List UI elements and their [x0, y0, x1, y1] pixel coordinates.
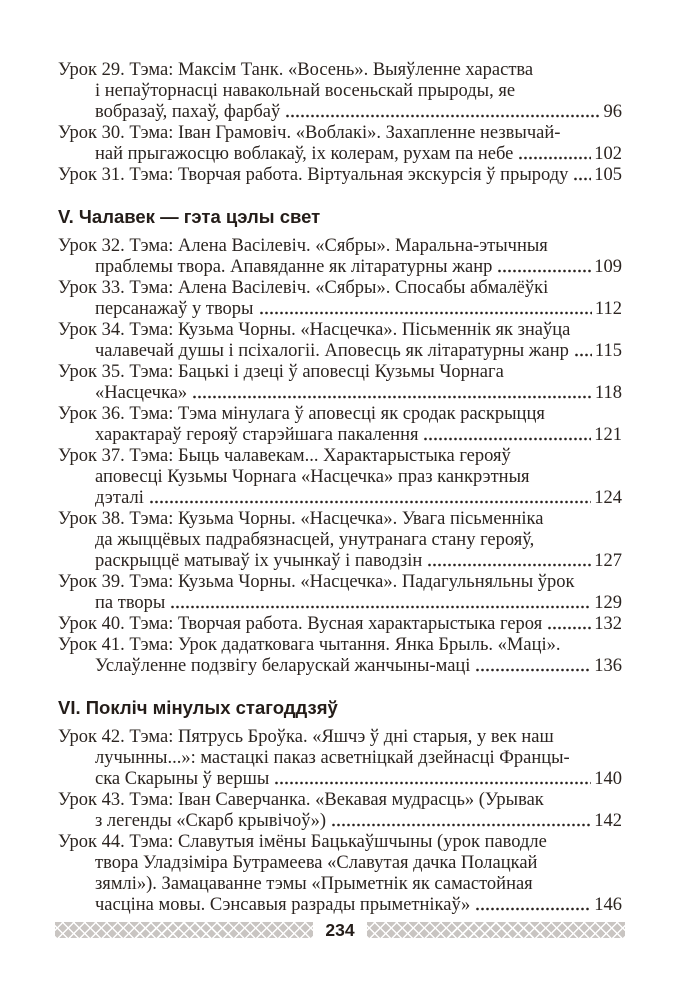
dot-leader — [574, 351, 592, 359]
toc-entry-text: вобразаў, пахаў, фарбаў — [95, 102, 281, 122]
toc-entry-line: Урок 43. Тэма: Іван Саверчанка. «Векавая мудрасць» (Урывак — [58, 790, 544, 810]
dot-leader — [573, 175, 591, 183]
dot-leader — [170, 603, 591, 611]
toc-entry-line: аповесці Кузьмы Чорнага «Насцечка» праз канкрэтныя — [95, 467, 530, 487]
dot-leader — [259, 309, 592, 317]
toc-entry-line: Урок 39. Тэма: Кузьма Чорны. «Насцечка». Падагульняльны ўрок — [58, 572, 575, 592]
band-pattern-left — [55, 922, 313, 938]
dot-leader — [497, 267, 591, 275]
toc-entry-last-line — [58, 895, 622, 916]
toc-entry-last-line — [58, 144, 622, 165]
toc-entry — [58, 727, 622, 790]
toc-entry-text: па творы — [95, 593, 166, 613]
toc-entry-text: Урок 31. Тэма: Творчая работа. Віртуальная экскурсія ў прыроду — [58, 165, 569, 185]
toc-entry-line: Урок 30. Тэма: Іван Грамовіч. «Воблакі». Захапленне незвычай- — [58, 123, 561, 143]
page-number-band — [55, 922, 625, 938]
toc-entry — [58, 614, 622, 635]
toc-entry-line: да жыццёвых падрабязнасцей, унутранага стану герояў, — [95, 530, 535, 550]
toc-entry-line: лучынны...»: мастацкі паказ асветніцкай дзейнасці Францы- — [95, 748, 570, 768]
toc-entry — [58, 404, 622, 446]
dot-leader — [475, 666, 591, 674]
toc-entry-text: персанажаў у творы — [95, 299, 254, 319]
dot-leader — [192, 393, 592, 401]
toc-entry — [58, 509, 622, 572]
page-ref: 105 — [594, 165, 622, 185]
toc-entry-text: раскрыццё матываў іх учынкаў і паводзін — [95, 551, 423, 571]
toc-entry-last-line — [58, 488, 622, 509]
page-ref: 127 — [594, 551, 622, 571]
toc-entry-last-line — [58, 165, 622, 186]
toc-entry-last-line — [58, 656, 622, 677]
toc-entry — [58, 572, 622, 614]
toc-entry-line: Урок 32. Тэма: Алена Васілевіч. «Сябры». Маральна-этычныя — [58, 236, 548, 256]
toc-entry-last-line — [58, 257, 622, 278]
toc-entry-last-line — [58, 383, 622, 404]
toc-entry — [58, 320, 622, 362]
dot-leader — [331, 821, 591, 829]
toc-entry-line: Урок 33. Тэма: Алена Васілевіч. «Сябры». Спосабы абмалёўкі — [58, 278, 549, 298]
toc-entry-last-line — [58, 593, 622, 614]
band-pattern-right — [367, 922, 625, 938]
toc-entry-line: і непаўторнасці навакольнай восеньскай прыроды, яе — [95, 81, 516, 101]
toc-entry-text: най прыгажосцю воблакаў, іх колерам, рухам па небе — [95, 144, 514, 164]
dot-leader — [274, 779, 591, 787]
toc-entry-line: твора Уладзіміра Бутрамеева «Славутая дачка Полацкай — [95, 853, 538, 873]
toc-entry-text: з легенды «Скарб крывічоў») — [95, 811, 327, 831]
page-ref: 118 — [594, 383, 622, 403]
dot-leader — [547, 624, 591, 632]
dot-leader — [149, 498, 591, 506]
toc-entry-last-line — [58, 551, 622, 572]
page-ref: 136 — [594, 656, 622, 676]
toc-entry — [58, 278, 622, 320]
dot-leader — [475, 905, 591, 913]
dot-leader — [427, 561, 591, 569]
toc-entry — [58, 123, 622, 165]
table-of-contents — [58, 60, 622, 916]
toc-entry-last-line — [58, 102, 622, 123]
toc-entry-last-line — [58, 425, 622, 446]
toc-entry-last-line — [58, 614, 622, 635]
toc-entry-text: Услаўленне подзвігу беларускай жанчыны-маці — [95, 656, 471, 676]
page-ref: 96 — [603, 102, 622, 122]
toc-entry-line: зямлі»). Замацаванне тэмы «Прыметнік як самастойная — [95, 874, 533, 894]
toc-entry-text: чалавечай душы і псіхалогіі. Аповесць як літаратурны жанр — [95, 341, 569, 361]
page-ref: 121 — [594, 425, 622, 445]
page-ref: 124 — [594, 488, 622, 508]
toc-entry — [58, 832, 622, 916]
toc-entry-text: «Насцечка» — [95, 383, 188, 403]
toc-entry — [58, 362, 622, 404]
toc-entry — [58, 165, 622, 186]
toc-entry — [58, 236, 622, 278]
toc-entry-line: Урок 34. Тэма: Кузьма Чорны. «Насцечка». Пісьменнік як знаўца — [58, 320, 571, 340]
dot-leader — [518, 154, 591, 162]
toc-entry-text: дэталі — [95, 488, 144, 508]
page-ref: 146 — [594, 895, 622, 915]
toc-entry — [58, 635, 622, 677]
page-ref: 102 — [594, 144, 622, 164]
toc-entry-line: Урок 41. Тэма: Урок дадатковага чытання. Янка Брыль. «Маці». — [58, 635, 561, 655]
toc-entry-last-line — [58, 811, 622, 832]
toc-entry-last-line — [58, 299, 622, 320]
toc-entry-text: Урок 40. Тэма: Творчая работа. Вусная характарыстыка героя — [58, 614, 543, 634]
toc-entry-text: ска Скарыны ў вершы — [95, 769, 270, 789]
page-ref: 115 — [594, 341, 622, 361]
toc-entry-last-line — [58, 341, 622, 362]
toc-entry-line: Урок 36. Тэма: Тэма мінулага ў аповесці як сродак раскрыцця — [58, 404, 545, 424]
page-ref: 109 — [594, 257, 622, 277]
page-ref: 112 — [594, 299, 622, 319]
toc-entry-last-line — [58, 769, 622, 790]
toc-entry — [58, 446, 622, 509]
toc-entry-line: Урок 29. Тэма: Максім Танк. «Восень». Выяўленне хараства — [58, 60, 534, 80]
page-ref: 129 — [594, 593, 622, 613]
toc-entry — [58, 790, 622, 832]
toc-entry-line: Урок 38. Тэма: Кузьма Чорны. «Насцечка». Увага пісьменніка — [58, 509, 544, 529]
toc-entry-text: часціна мовы. Сэнсавыя разрады прыметнікаў» — [95, 895, 471, 915]
toc-entry-line: Урок 42. Тэма: Пятрусь Броўка. «Яшчэ ў дні старыя, у век наш — [58, 727, 554, 747]
toc-entry-line: Урок 37. Тэма: Быць чалавекам... Характарыстыка герояў — [58, 446, 511, 466]
page-ref: 132 — [594, 614, 622, 634]
toc-entry-line: Урок 35. Тэма: Бацькі і дзеці ў аповесці Кузьмы Чорнага — [58, 362, 504, 382]
toc-entry-text: праблемы твора. Апавяданне як літаратурны жанр — [95, 257, 493, 277]
section-heading: VI. Покліч мінулых стагоддзяў — [58, 697, 338, 718]
dot-leader — [285, 112, 600, 120]
toc-entry-line: Урок 44. Тэма: Славутыя імёны Бацькаўшчыны (урок паводле — [58, 832, 547, 852]
toc-entry-text: характараў герояў старэйшага пакалення — [95, 425, 419, 445]
toc-entry — [58, 60, 622, 123]
dot-leader — [423, 435, 591, 443]
page-ref: 140 — [594, 769, 622, 789]
section-heading: V. Чалавек — гэта цэлы свет — [58, 206, 321, 227]
page-number: 234 — [325, 920, 355, 940]
page-ref: 142 — [594, 811, 622, 831]
